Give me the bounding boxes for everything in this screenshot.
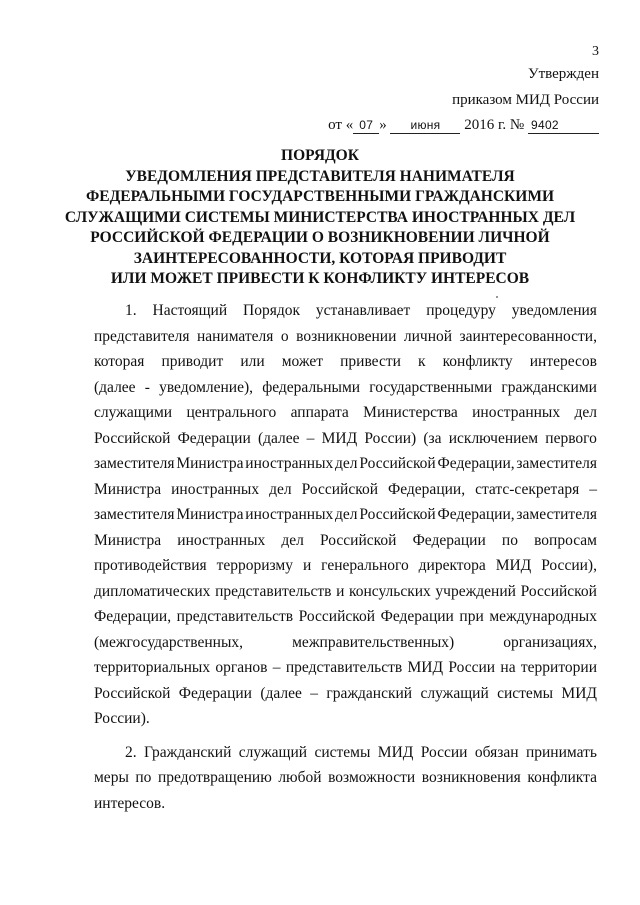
paragraph-1-line: Федерации, представительств Российской Федерации при международных — [94, 608, 597, 625]
approval-date-line — [328, 115, 599, 141]
page-number: 3 — [592, 44, 599, 59]
paragraph-1-line: заместителя Министра иностранных дел Российской Федерации, заместителя — [94, 455, 597, 472]
approval-line-order: приказом МИД России — [452, 91, 599, 108]
date-prefix: от « — [328, 117, 354, 133]
paragraph-1-line: Министра иностранных дел Российской Федерации, статс-секретаря – — [94, 480, 597, 498]
paragraph-2-line: 2. Гражданский служащий системы МИД России обязан принимать — [125, 743, 597, 761]
title-line: ЗАИНТЕРЕСОВАННОСТИ, КОТОРАЯ ПРИВОДИТ — [133, 249, 507, 267]
document-title — [60, 146, 580, 290]
date-month: июня — [390, 118, 460, 134]
approval-line-approved: Утвержден — [527, 66, 599, 82]
paragraph-1-last-line: России). — [94, 710, 150, 727]
paragraph-1-line: заместителя Министра иностранных дел Российской Федерации, заместителя — [94, 506, 597, 523]
paragraph-1-line: Министра иностранных дел Российской Федерации по вопросам — [94, 531, 597, 549]
paragraph-1-line: (межгосударственных, межправительственных) организациях, — [94, 633, 597, 651]
title-line: ИЛИ МОЖЕТ ПРИВЕСТИ К КОНФЛИКТУ ИНТЕРЕСОВ — [110, 270, 530, 287]
title-line: СЛУЖАЩИМИ СИСТЕМЫ МИНИСТЕРСТВА ИНОСТРАННЫХ ДЕЛ — [64, 208, 576, 226]
paragraph-1-line: Российской Федерации (далее – гражданский служащий системы МИД — [94, 684, 597, 702]
paragraph-1-line: противодействия терроризму и генерального директора МИД России), — [94, 557, 597, 574]
title-line: РОССИЙСКОЙ ФЕДЕРАЦИИ О ВОЗНИКНОВЕНИИ ЛИЧНОЙ — [90, 229, 550, 246]
document-body — [94, 298, 597, 816]
title-line: УВЕДОМЛЕНИЯ ПРЕДСТАВИТЕЛЯ НАНИМАТЕЛЯ — [125, 167, 515, 185]
paragraph-1-line: дипломатических представительств и консульских учреждений Российской — [94, 582, 597, 600]
title-line: ПОРЯДОК — [281, 147, 359, 164]
paragraph-1-line: (далее - уведомление), федеральными государственными гражданскими — [94, 378, 597, 396]
paragraph-1-line: которая приводит или может привести к конфликту интересов — [94, 353, 597, 370]
paragraph-2-last-line: интересов. — [94, 794, 166, 812]
paragraph-1-line: служащими центрального аппарата Министерства иностранных дел — [94, 404, 597, 421]
paragraph-1-line: территориальных органов – представительств МИД России на территории — [94, 659, 597, 676]
date-mid: » — [379, 117, 387, 133]
order-number: 9402 — [528, 118, 599, 134]
paragraph-1-line: представителя нанимателя о возникновении личной заинтересованности, — [94, 327, 597, 345]
paragraph-1-line: Российской Федерации (далее – МИД России) (за исключением первого — [94, 429, 597, 447]
date-year: 2016 г. № — [464, 117, 525, 133]
paragraph-1-line: 1. Настоящий Порядок устанавливает процедуру уведомления — [125, 302, 597, 319]
date-day: 07 — [353, 118, 379, 134]
approval-stamp — [328, 64, 599, 141]
paragraph-2-line: меры по предотвращению любой возможности возникновения конфликта — [94, 769, 597, 786]
title-line: ФЕДЕРАЛЬНЫМИ ГОСУДАРСТВЕННЫМИ ГРАЖДАНСКИМИ — [85, 188, 555, 205]
